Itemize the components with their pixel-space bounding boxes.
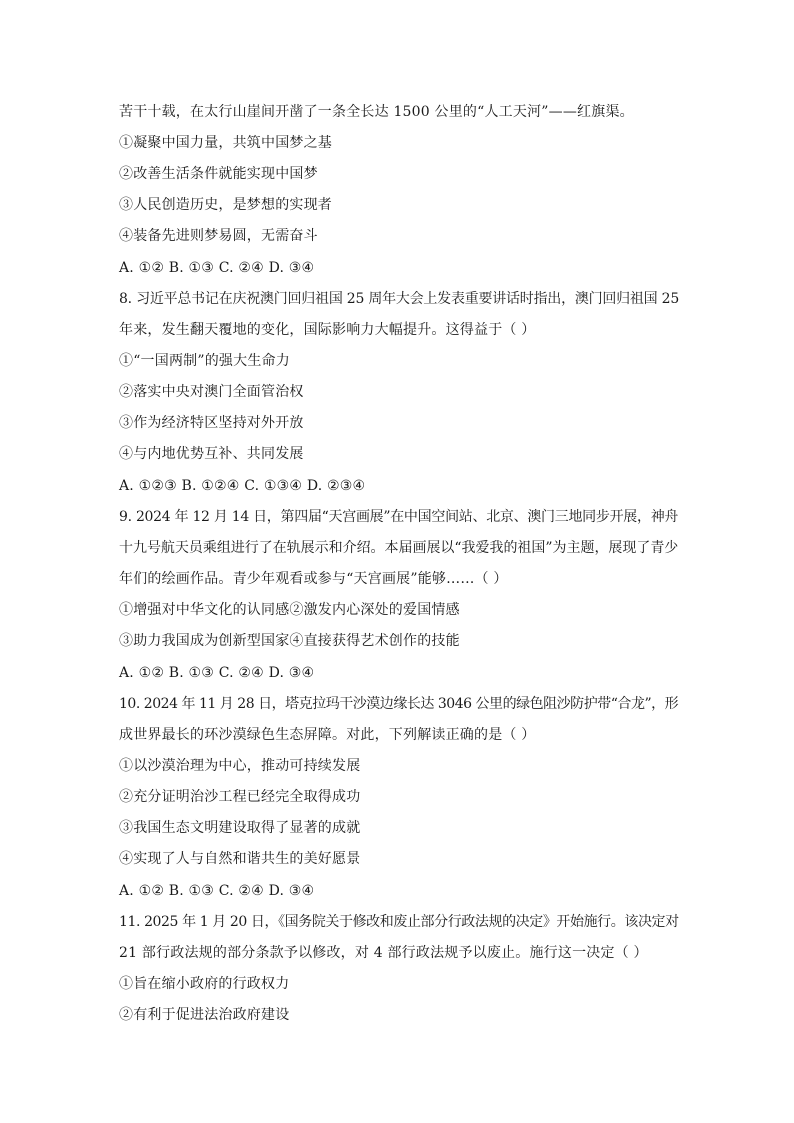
q9-options-3-4: ③助力我国成为创新型国家④直接获得艺术创作的技能 [119,633,460,649]
q7-answer-choices: A. ①② B. ①③ C. ②④ D. ③④ [119,260,315,276]
q10-option-2: ②充分证明治沙工程已经完全取得成功 [119,789,361,805]
q8-option-1: ①“一国两制”的强大生命力 [119,353,290,369]
q7-option-4: ④装备先进则梦易圆，无需奋斗 [119,228,318,244]
q10-answer-choices: A. ①② B. ①③ C. ②④ D. ③④ [119,883,315,899]
q11-stem-line-1: 11. 2025 年 1 月 20 日，《国务院关于修改和废止部分行政法规的决定》开始施行。该决定对 [119,914,679,930]
q9-answer-choices: A. ①② B. ①③ C. ②④ D. ③④ [119,665,315,681]
q8-answer-choices: A. ①②③ B. ①②④ C. ①③④ D. ②③④ [119,478,366,494]
q11-option-1: ①旨在缩小政府的行政权力 [119,976,290,992]
q10-option-3: ③我国生态文明建设取得了显著的成就 [119,820,361,836]
q10-option-1: ①以沙漠治理为中心，推动可持续发展 [119,758,361,774]
q7-stem-end: 苦干十载，在太行山崖间开凿了一条全长达 1500 公里的“人工天河”——红旗渠。 [119,104,634,120]
q10-stem-line-2: 成世界最长的环沙漠绿色生态屏障。对此，下列解读正确的是（ ） [119,727,536,743]
q8-stem-line-1: 8. 习近平总书记在庆祝澳门回归祖国 25 周年大会上发表重要讲话时指出，澳门回归祖国 25 [119,291,679,307]
q9-stem-line-2: 十九号航天员乘组进行了在轨展示和介绍。本届画展以“我爱我的祖国”为主题，展现了青少 [119,540,679,556]
q9-stem-line-1: 9. 2024 年 12 月 14 日，第四届“天宫画展”在中国空间站、北京、澳门三地同步开展，神舟 [119,509,679,525]
q10-option-4: ④实现了人与自然和谐共生的美好愿景 [119,851,361,867]
q7-option-1: ①凝聚中国力量，共筑中国梦之基 [119,135,332,151]
q8-stem-line-2: 年来，发生翻天覆地的变化，国际影响力大幅提升。这得益于（ ） [119,322,536,338]
q9-options-1-2: ①增强对中华文化的认同感②激发内心深处的爱国情感 [119,602,460,618]
q10-stem-line-1: 10. 2024 年 11 月 28 日，塔克拉玛干沙漠边缘长达 3046 公里的绿色阻沙防护带“合龙”，形 [119,696,679,712]
q8-option-2: ②落实中央对澳门全面管治权 [119,384,304,400]
q11-option-2: ②有利于促进法治政府建设 [119,1007,290,1023]
q7-option-2: ②改善生活条件就能实现中国梦 [119,166,318,182]
q8-option-3: ③作为经济特区坚持对外开放 [119,415,304,431]
q11-stem-line-2: 21 部行政法规的部分条款予以修改，对 4 部行政法规予以废止。施行这一决定（ ） [119,945,648,961]
q8-option-4: ④与内地优势互补、共同发展 [119,446,304,462]
q9-stem-line-3: 年们的绘画作品。青少年观看或参与“天宫画展”能够……（ ） [119,571,508,587]
q7-option-3: ③人民创造历史，是梦想的实现者 [119,197,332,213]
